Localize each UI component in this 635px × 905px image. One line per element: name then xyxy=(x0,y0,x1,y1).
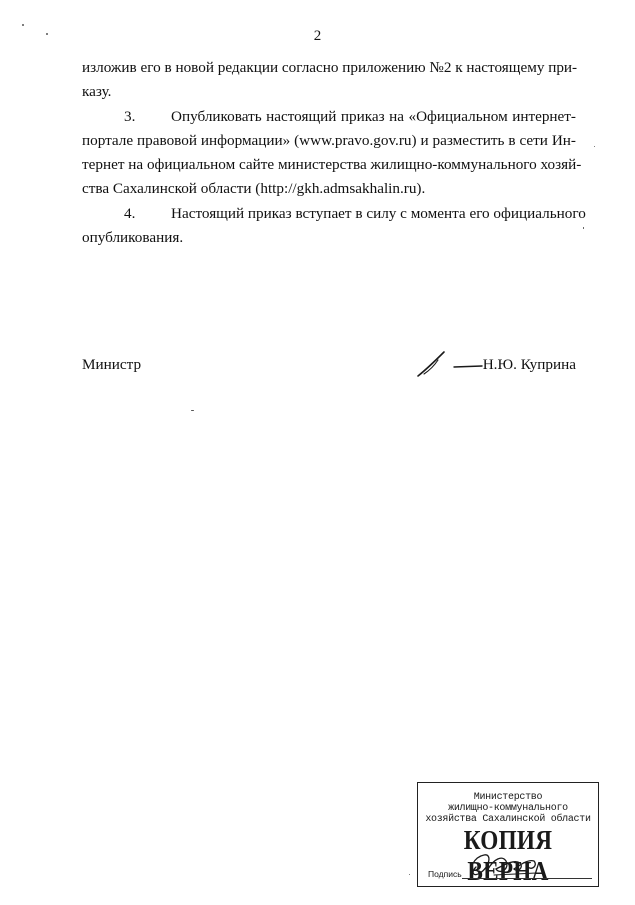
item-number: 4. xyxy=(124,204,136,222)
scan-speck xyxy=(22,24,24,26)
scan-speck xyxy=(583,227,584,229)
text-line: опубликования. xyxy=(82,229,184,247)
document-body xyxy=(82,56,586,250)
scan-speck xyxy=(409,874,410,875)
text-line: Настоящий приказ вступает в силу с момента его официального xyxy=(171,204,586,222)
certified-copy-stamp xyxy=(417,782,599,887)
page-number: 2 xyxy=(313,28,322,44)
text-line: казу. xyxy=(82,83,112,101)
text-line: изложив его в новой редакции согласно приложению №2 к настоящему при- xyxy=(82,59,578,76)
item-number: 3. xyxy=(124,107,136,125)
paragraph-item-3 xyxy=(82,105,582,202)
scan-speck xyxy=(46,33,48,35)
paragraph-item-4 xyxy=(82,202,586,251)
scan-speck xyxy=(594,146,595,147)
stamp-org-line: Министерство xyxy=(473,792,543,803)
scan-speck xyxy=(191,410,194,411)
stamp-org-line: хозяйства Сахалинской области xyxy=(425,814,591,825)
stamp-handwritten-signature xyxy=(464,847,554,886)
signatory-position: Министр xyxy=(82,356,142,373)
stamp-org-line: жилищно-коммунального xyxy=(448,803,568,814)
text-line-first xyxy=(82,105,576,129)
handwritten-signature xyxy=(414,348,486,385)
text-line-first xyxy=(82,202,586,226)
text-line: ства Сахалинской области (http://gkh.admsakhalin.ru). xyxy=(82,180,426,198)
text-line: тернет на официальном сайте министерства жилищно-коммунального хозяй- xyxy=(82,156,582,174)
text-line: портале правовой информации» (www.pravo.gov.ru) и разместить в сети Ин- xyxy=(82,131,576,149)
paragraph-continuation xyxy=(82,56,576,105)
stamp-title: КОПИЯ ВЕРНА xyxy=(463,825,553,886)
stamp-signature-label: Подпись xyxy=(428,869,462,879)
signatory-name: Н.Ю. Куприна xyxy=(482,356,576,373)
text-line: Опубликовать настоящий приказ на «Официальном интернет- xyxy=(171,107,576,125)
